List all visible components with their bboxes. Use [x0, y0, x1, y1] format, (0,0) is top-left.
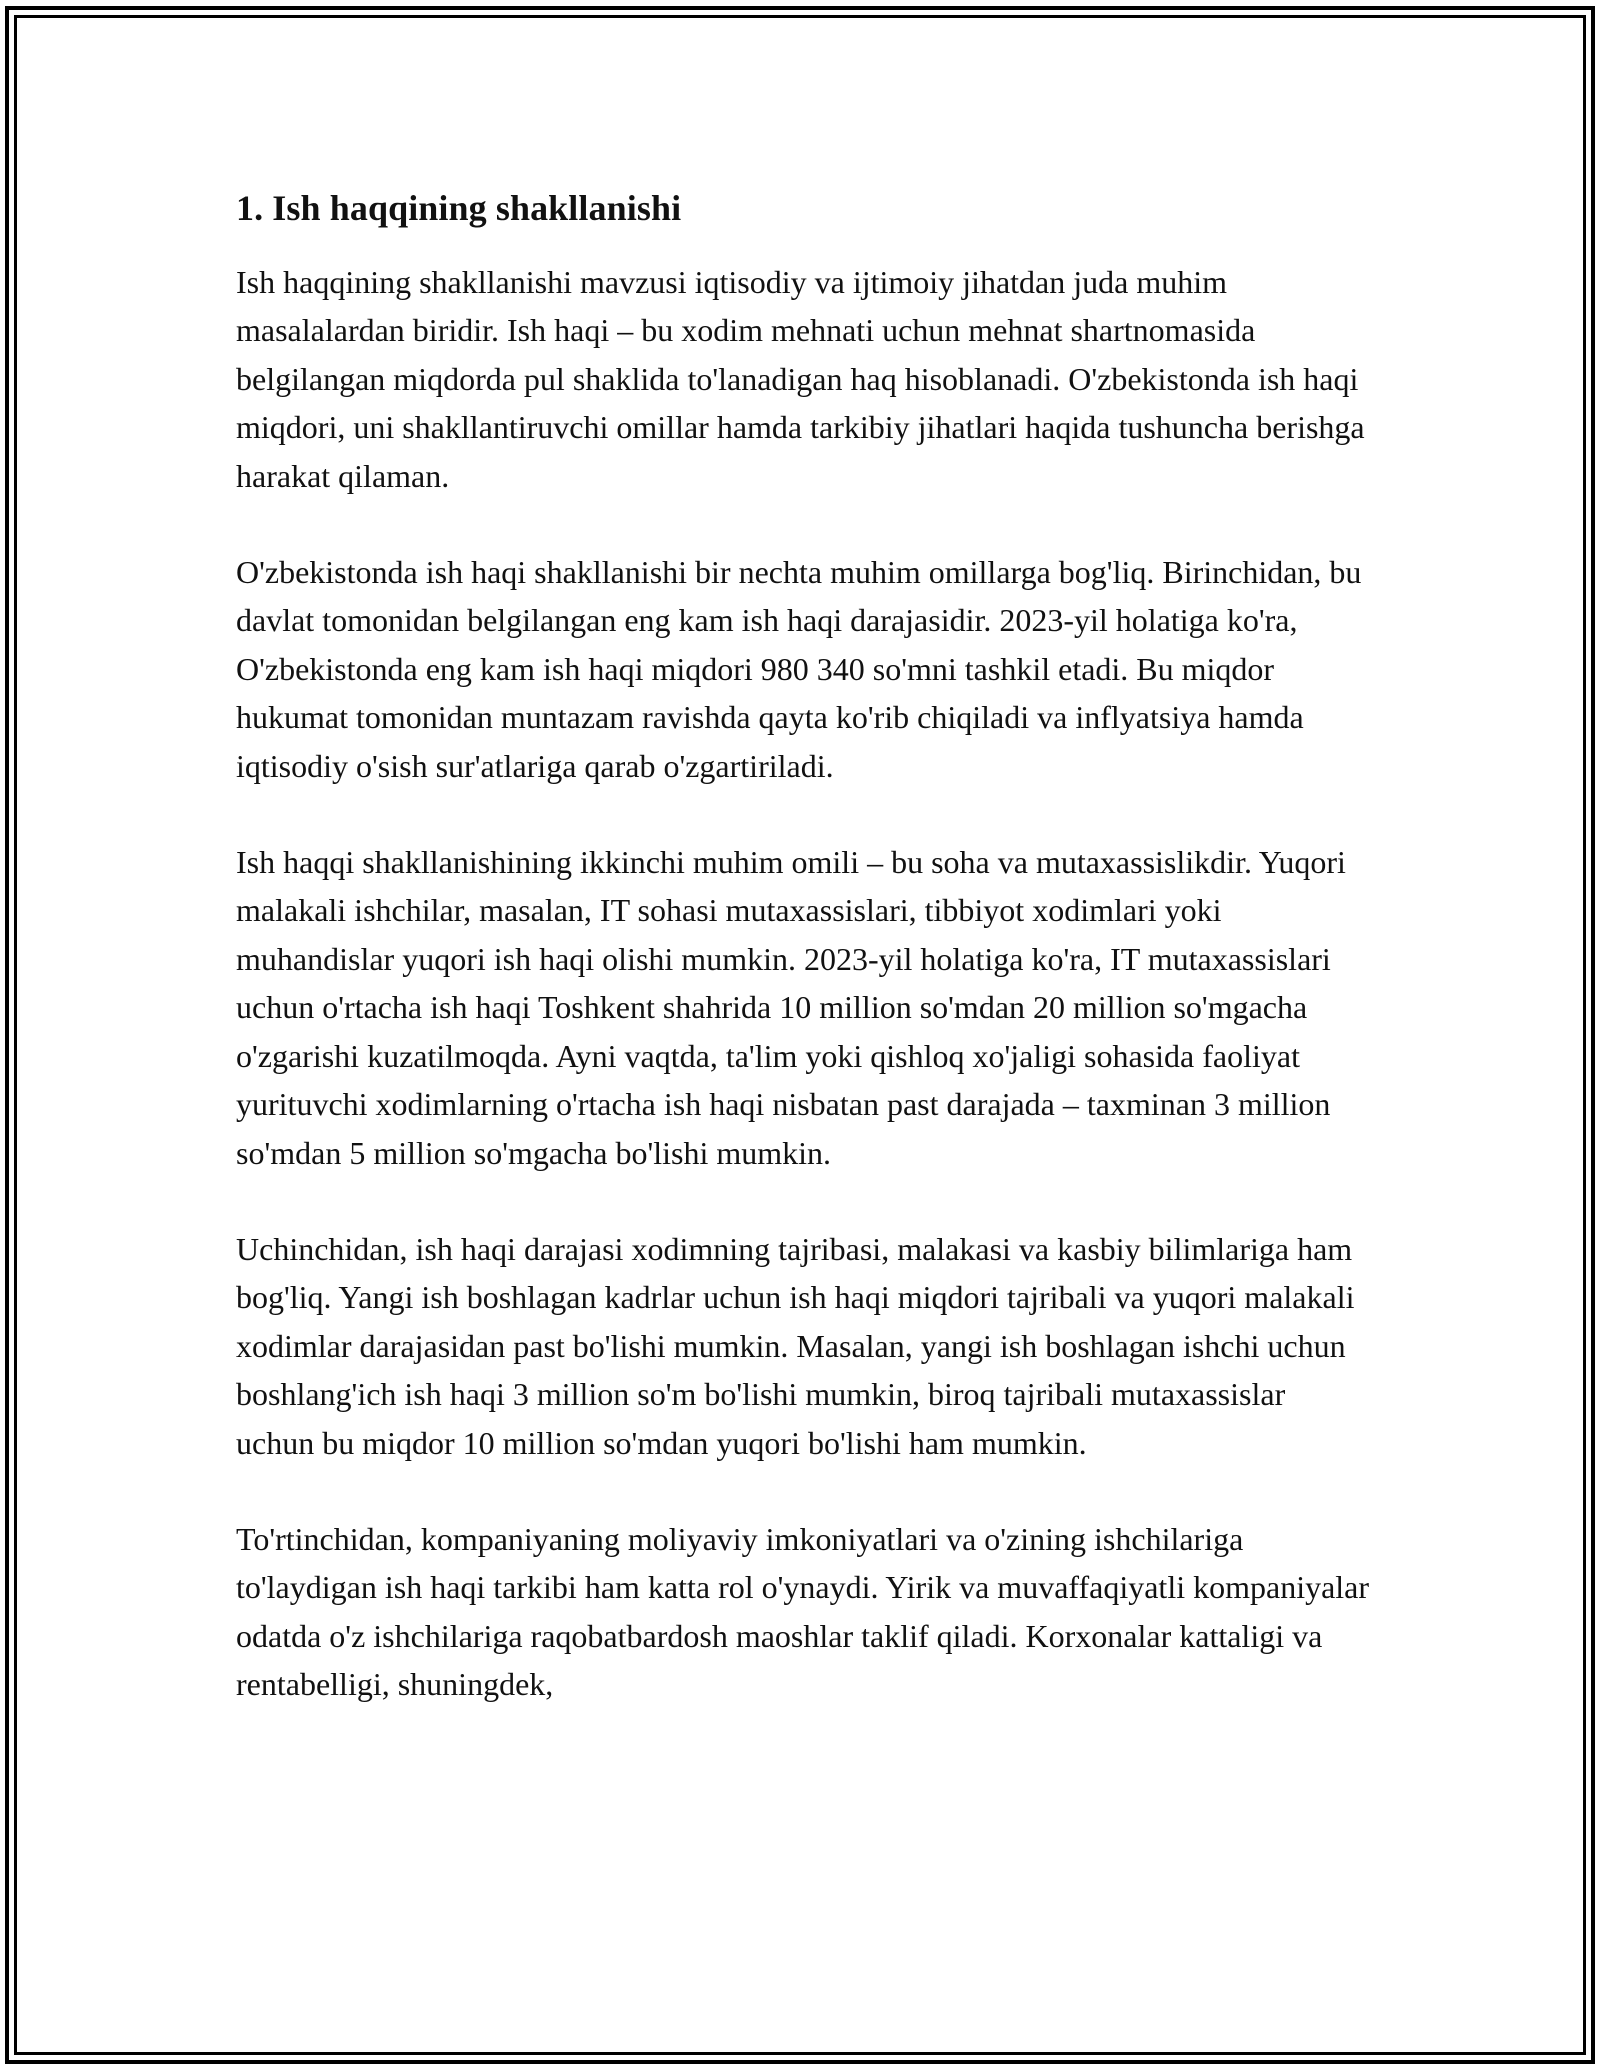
section-heading: 1. Ish haqqining shakllanishi — [236, 188, 682, 228]
paragraph-4: Uchinchidan, ish haqi darajasi xodimning tajribasi, malakasi va kasbiy bilimlariga ham bog'liq. Yangi ish boshlagan kadrlar uchun ish haqi miqdori tajribali va yuqori malakali xodimlar darajasidan past bo'lishi mumkin. Masalan, yangi ish boshlagan ishchi uchun boshlang'ich ish haqi 3 million so'm bo'lishi mumkin, biroq tajribali mutaxassislar uchun bu miqdor 10 million so'mdan yuqori bo'lishi ham mumkin. — [236, 1230, 1355, 1461]
paragraph-5: To'rtinchidan, kompaniyaning moliyaviy imkoniyatlari va o'zining ishchilariga to'laydigan ish haqi tarkibi ham katta rol o'ynaydi. Yirik va muvaffaqiyatli kompaniyalar odatda o'z ishchilariga raqobatbardosh maoshlar taklif qiladi. Korxonalar kattaligi va rentabelligi, shuningdek, — [236, 1520, 1370, 1703]
paragraph-1: Ish haqqining shakllanishi mavzusi iqtisodiy va ijtimoiy jihatdan juda muhim masalalardan biridir. Ish haqi – bu xodim mehnati uchun mehnat shartnomasida belgilangan miqdorda pul shaklida to'lanadigan haq hisoblanadi. O'zbekistonda ish haqi miqdori, uni shakllantiruvchi omillar hamda tarkibiy jihatlari haqida tushuncha berishga harakat qilaman. — [236, 264, 1365, 494]
paragraph-3: Ish haqqi shakllanishining ikkinchi muhim omili – bu soha va mutaxassislikdir. Yuqori malakali ishchilar, masalan, IT sohasi mutaxassislari, tibbiyot xodimlari yoki muhandislar yuqori ish haqi olishi mumkin. 2023-yil holatiga ko'ra, IT mutaxassislari uchun o'rtacha ish haqi Toshkent shahrida 10 million so'mdan 20 million so'mgacha o'zgarishi kuzatilmoqda. Ayni vaqtda, ta'lim yoki qishloq xo'jaligi sohasida faoliyat yurituvchi xodimlarning o'rtacha ish haqi nisbatan past darajada – taxminan 3 million so'mdan 5 million so'mgacha bo'lishi mumkin. — [236, 844, 1346, 1171]
paragraph-2: O'zbekistonda ish haqi shakllanishi bir nechta muhim omillarga bog'liq. Birinchidan, bu davlat tomonidan belgilangan eng kam ish haqi darajasidir. 2023-yil holatiga ko'ra, O'zbekistonda eng kam ish haqi miqdori 980 340 so'mni tashkil etadi. Bu miqdor hukumat tomonidan muntazam ravishda qayta ko'rib chiqiladi va inflyatsiya hamda iqtisodiy o'sish sur'atlariga qarab o'zgartiriladi. — [236, 554, 1362, 784]
document-body — [236, 184, 1371, 1757]
